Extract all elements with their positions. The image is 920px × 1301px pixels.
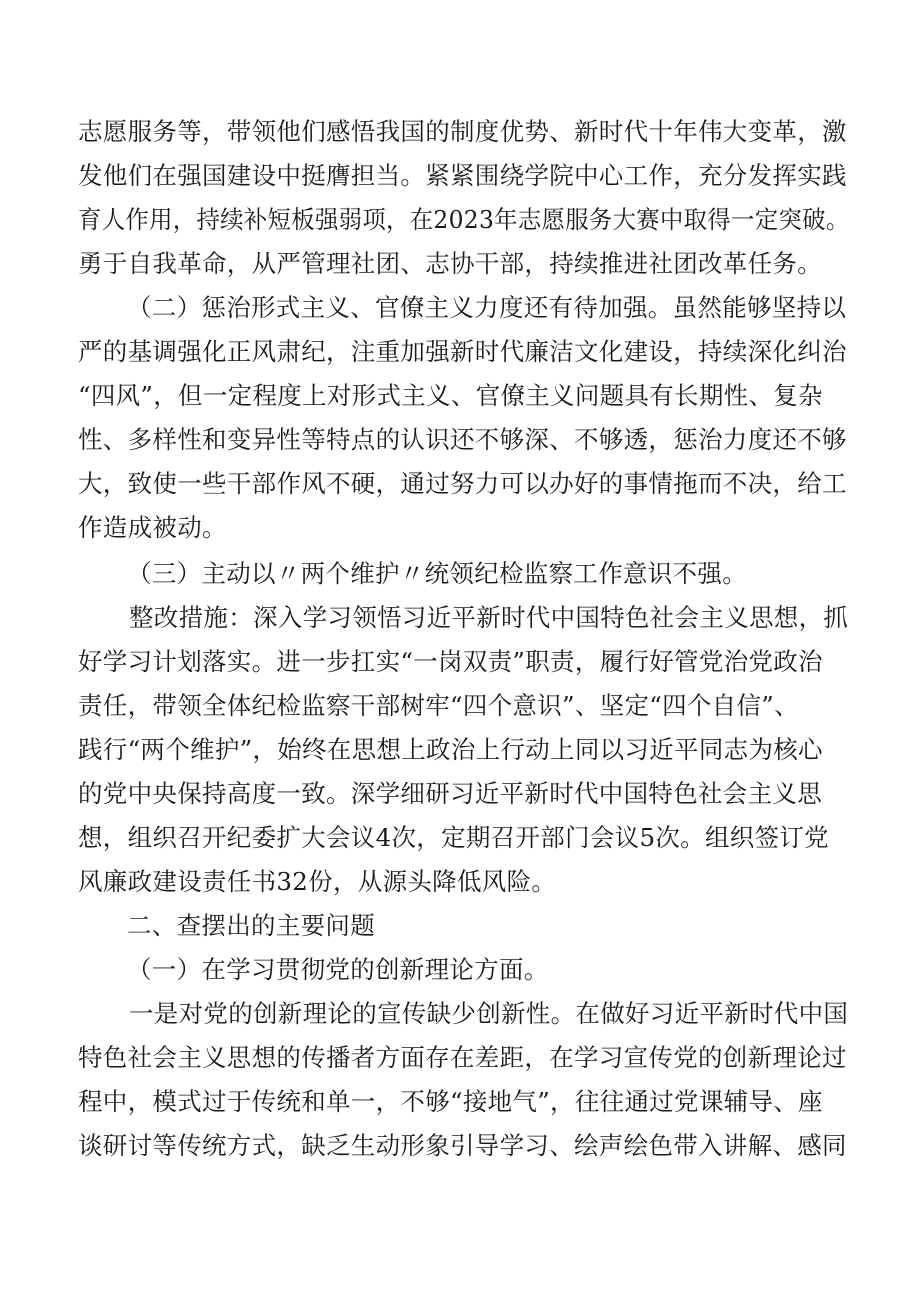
body-text-line: 发他们在强国建设中挺膺担当。紧紧围绕学院中心工作，充分发挥实践: [78, 161, 847, 190]
body-text-line: 整改措施：深入学习领悟习近平新时代中国特色社会主义思想，抓: [129, 603, 849, 632]
body-text-line: 想，组织召开纪委扩大会议4次，定期召开部门会议5次。组织签订党: [78, 823, 829, 852]
body-text-line: 性、多样性和变异性等特点的认识还不够深、不够透，惩治力度还不够: [78, 425, 847, 454]
body-text-line: 严的基调强化正风肃纪，注重加强新时代廉洁文化建设，持续深化纠治: [78, 337, 847, 366]
body-text-line: 风廉政建设责任书32份，从源头降低风险。: [78, 867, 557, 896]
body-text-line: 大，致使一些干部作风不硬，通过努力可以办好的事情拖而不决，给工: [78, 469, 847, 498]
body-text-line: 谈研讨等传统方式，缺乏生动形象引导学习、绘声绘色带入讲解、感同: [78, 1131, 847, 1160]
chapter-heading: 二、查摆出的主要问题: [127, 911, 375, 940]
body-text-line: 育人作用，持续补短板强弱项，在2023年志愿服务大赛中取得一定突破。: [78, 205, 850, 234]
body-text-line: 践行“两个维护”，始终在思想上政治上行动上同以习近平同志为核心: [78, 735, 823, 764]
section-heading-3: （三）主动以〃两个维护〃统领纪检监察工作意识不强。: [127, 559, 747, 588]
body-text-line: 程中，模式过于传统和单一，不够“接地气”，往往通过党课辅导、座: [78, 1087, 823, 1116]
body-text-line: 责任，带领全体纪检监察干部树牢“四个意识”、坚定“四个自信”、: [78, 691, 799, 720]
section-heading-2: （二）惩治形式主义、官僚主义力度还有待加强。虽然能够坚持以: [127, 293, 847, 322]
body-text-line: 的党中央保持高度一致。深学细研习近平新时代中国特色社会主义思: [78, 779, 822, 808]
body-text-line: 特色社会主义思想的传播者方面存在差距，在学习宣传党的创新理论过: [78, 1043, 847, 1072]
body-text-line: “四风”，但一定程度上对形式主义、官僚主义问题具有长期性、复杂: [78, 381, 823, 410]
section-heading-1: （一）在学习贯彻党的创新理论方面。: [127, 955, 549, 984]
body-text-line: 好学习计划落实。进一步扛实“一岗双责”职责，履行好管党治党政治: [78, 647, 823, 676]
body-text-line: 勇于自我革命，从严管理社团、志协干部，持续推进社团改革任务。: [78, 249, 822, 278]
body-text-line: 一是对党的创新理论的宣传缺少创新性。在做好习近平新时代中国: [129, 999, 849, 1028]
body-text-line: 作造成被动。: [78, 513, 227, 542]
body-text-line: 志愿服务等，带领他们感悟我国的制度优势、新时代十年伟大变革，激: [78, 117, 847, 146]
